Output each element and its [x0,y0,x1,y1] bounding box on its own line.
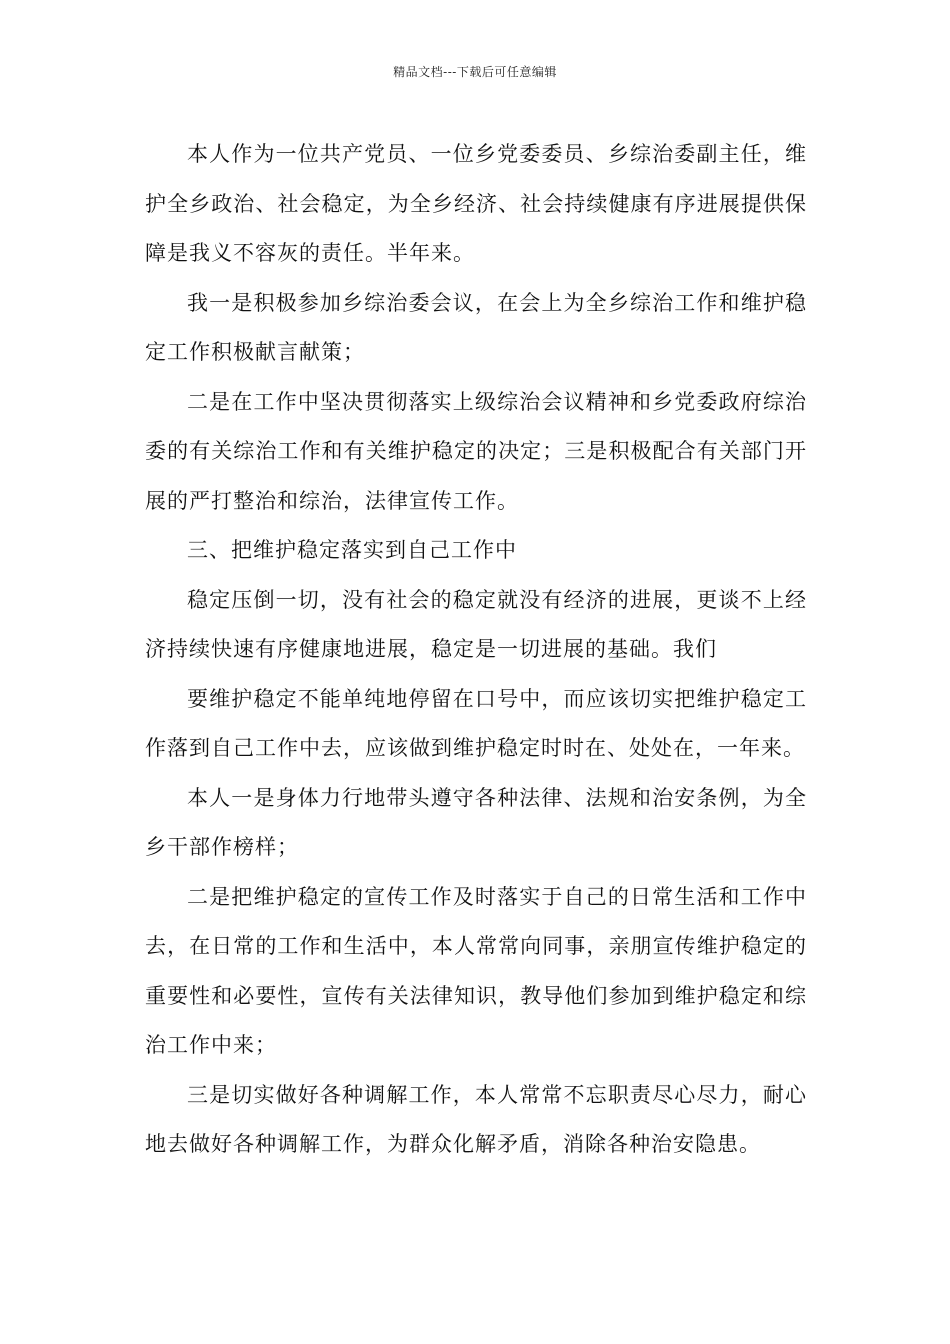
paragraph: 要维护稳定不能单纯地停留在口号中，而应该切实把维护稳定工作落到自己工作中去，应该做到维护稳定时时在、处处在，一年来。 [145,686,807,760]
paragraph: 本人一是身体力行地带头遵守各种法律、法规和治安条例，为全乡干部作榜样； [145,785,807,859]
paragraph: 二是把维护稳定的宣传工作及时落实于自己的日常生活和工作中去，在日常的工作和生活中，本人常常向同事，亲朋宣传维护稳定的重要性和必要性，宣传有关法律知识，教导他们参加到维护稳定和综治工作中来； [145,884,807,1057]
section-heading: 三、把维护稳定落实到自己工作中 [187,538,517,562]
document-body [145,130,807,1170]
paragraph: 稳定压倒一切，没有社会的稳定就没有经济的进展，更谈不上经济持续快速有序健康地进展，稳定是一切进展的基础。我们 [145,587,807,661]
paragraph: 二是在工作中坚决贯彻落实上级综治会议精神和乡党委政府综治委的有关综治工作和有关维护稳定的决定；三是积极配合有关部门开展的严打整治和综治，法律宣传工作。 [145,389,807,513]
paragraph: 三是切实做好各种调解工作，本人常常不忘职责尽心尽力，耐心地去做好各种调解工作，为群众化解矛盾，消除各种治安隐患。 [145,1082,807,1156]
paragraph: 本人作为一位共产党员、一位乡党委委员、乡综治委副主任，维护全乡政治、社会稳定，为全乡经济、社会持续健康有序进展提供保障是我义不容灰的责任。半年来。 [145,142,807,265]
page-header: 精品文档---下载后可任意编辑 [393,65,557,79]
paragraph: 我一是积极参加乡综治委会议，在会上为全乡综治工作和维护稳定工作积极献言献策； [145,290,807,364]
